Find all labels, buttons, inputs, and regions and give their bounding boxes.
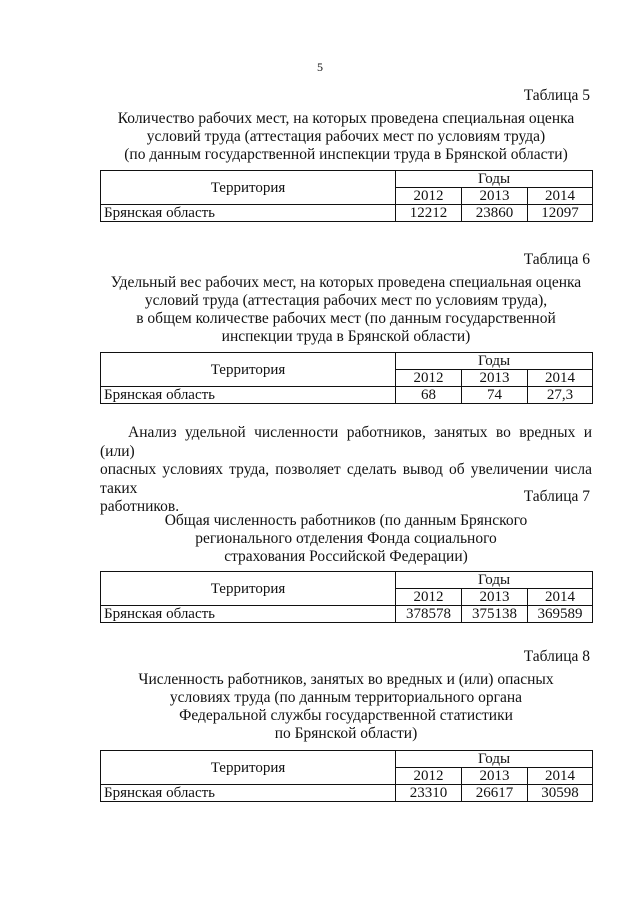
caption-line: условиях труда (по данным территориального органа [169,689,523,706]
year-header: 2012 [396,370,462,387]
caption-line: (по данным государственной инспекции труда в Брянской области) [124,146,568,163]
table-8-caption [96,671,596,743]
caption-line: Общая численность работников (по данным Брянского [164,512,528,529]
value-cell: 27,3 [528,387,593,404]
caption-line: инспекции труда в Брянской области) [221,328,471,345]
value-cell: 74 [462,387,528,404]
value-cell: 378578 [396,606,462,623]
table-5-label: Таблица 5 [523,87,590,104]
year-header: 2014 [528,768,593,785]
territory-header: Территория [101,171,396,205]
value-cell: 26617 [462,785,528,802]
paragraph-line: Анализ удельной численности работников, занятых во вредных и (или) [100,424,592,460]
table-7 [100,571,593,623]
years-header: Годы [396,171,593,188]
value-cell: 30598 [528,785,593,802]
years-header: Годы [396,572,593,589]
table-row [101,606,593,623]
table-row [101,205,593,222]
region-cell: Брянская область [101,606,396,623]
year-header: 2013 [462,768,528,785]
value-cell: 68 [396,387,462,404]
table-row [101,785,593,802]
year-header: 2013 [462,188,528,205]
caption-line: Количество рабочих мест, на которых проведена специальная оценка [117,110,575,127]
table-row [101,387,593,404]
table-5-caption [96,110,596,164]
caption-line: в общем количестве рабочих мест (по данным государственной [136,310,556,327]
page-number: 5 [317,60,323,74]
value-cell: 12097 [528,205,593,222]
years-header: Годы [396,353,593,370]
region-cell: Брянская область [101,785,396,802]
caption-line: Удельный вес рабочих мест, на которых проведена специальная оценка [110,274,582,291]
year-header: 2013 [462,589,528,606]
table-7-label: Таблица 7 [523,488,590,505]
value-cell: 375138 [462,606,528,623]
paragraph-line: опасных условиях труда, позволяет сделать вывод об увеличении числа таких [100,461,592,497]
caption-line: Федеральной службы государственной статистики [179,707,513,724]
region-cell: Брянская область [101,205,396,222]
value-cell: 23860 [462,205,528,222]
region-cell: Брянская область [101,387,396,404]
table-6-label: Таблица 6 [523,251,590,268]
caption-line: страхования Российской Федерации) [224,548,468,565]
table-6 [100,352,593,404]
caption-line: условий труда (аттестация рабочих мест по условиям труда) [146,128,546,145]
caption-line: регионального отделения Фонда социального [195,530,497,547]
year-header: 2012 [396,768,462,785]
caption-line: Численность работников, занятых во вредных и (или) опасных [138,671,554,688]
years-header: Годы [396,751,593,768]
year-header: 2014 [528,188,593,205]
territory-header: Территория [101,572,396,606]
year-header: 2012 [396,188,462,205]
territory-header: Территория [101,353,396,387]
table-8-label: Таблица 8 [523,648,590,665]
territory-header: Территория [101,751,396,785]
table-7-caption [96,512,596,566]
year-header: 2014 [528,589,593,606]
value-cell: 12212 [396,205,462,222]
year-header: 2014 [528,370,593,387]
analysis-paragraph [100,424,592,517]
table-8 [100,750,593,802]
value-cell: 23310 [396,785,462,802]
table-5 [100,170,593,222]
year-header: 2013 [462,370,528,387]
paragraph-line: работников. [100,498,180,515]
year-header: 2012 [396,589,462,606]
caption-line: условий труда (аттестация рабочих мест по условиям труда), [144,292,548,309]
value-cell: 369589 [528,606,593,623]
table-6-caption [96,274,596,346]
caption-line: по Брянской области) [274,725,418,742]
